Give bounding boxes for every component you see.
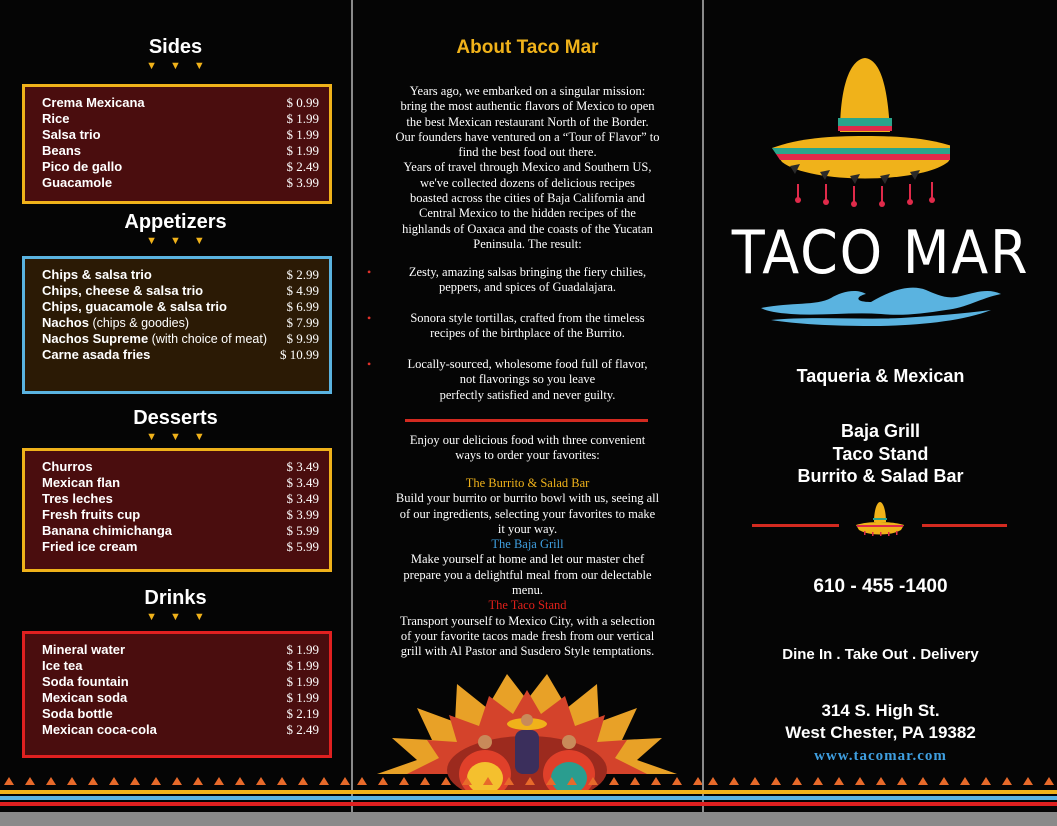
order-way-title: The Baja Grill	[491, 537, 564, 552]
menu-item-row	[42, 539, 319, 555]
triangle-mark	[855, 777, 865, 785]
triangle-mark	[609, 777, 619, 785]
menu-item-row	[42, 143, 319, 159]
triangle-mark	[130, 777, 140, 785]
text-line: perfectly satisfied and never guilty.	[439, 387, 616, 402]
triangle-mark	[918, 777, 928, 785]
menu-item-name: Beans	[42, 143, 82, 158]
menu-item-row	[42, 491, 319, 507]
menu-item-price: $ 1.99	[286, 127, 319, 142]
text-line: highlands of Oaxaca and the coasts of the Yucatan	[402, 221, 653, 236]
menu-item-price: $ 2.99	[286, 267, 319, 282]
menu-item-row	[42, 95, 319, 111]
menu-item-name: Mexican coca-cola	[42, 722, 157, 737]
triangle-mark	[420, 777, 430, 785]
menu-item-name: Churros	[42, 459, 93, 474]
drinks-list	[22, 631, 332, 758]
appetizers-title: Appetizers	[124, 211, 227, 233]
text-line: of our ingredients, selecting your favorites to make	[399, 506, 656, 521]
menu-panel	[0, 0, 351, 812]
menu-item-price: $ 2.19	[286, 706, 319, 721]
menu-item-name: Pico de gallo	[42, 159, 123, 174]
text-line: Peninsula. The result:	[473, 236, 582, 251]
menu-item-name: Nachos (chips & goodies)	[42, 315, 190, 330]
menu-item-name: Fresh fruits cup	[42, 507, 141, 522]
sides-list	[22, 84, 332, 204]
triangle-mark	[567, 777, 577, 785]
desserts-list	[22, 448, 332, 572]
menu-item-row	[42, 674, 319, 690]
menu-item-name: Crema Mexicana	[42, 95, 145, 110]
drinks-title: Drinks	[144, 587, 207, 609]
triangle-mark	[214, 777, 224, 785]
text-line: Transport yourself to Mexico City, with a selection	[400, 613, 655, 628]
text-line: we've collected dozens of delicious recipes	[419, 175, 635, 190]
menu-item-price: $ 1.99	[286, 690, 319, 705]
menu-item-row	[42, 507, 319, 523]
text-line: Taco Stand	[832, 443, 929, 464]
menu-item-price: $ 1.99	[286, 658, 319, 673]
triangle-mark	[340, 777, 350, 785]
triangle-mark	[771, 777, 781, 785]
triangle-mark	[25, 777, 35, 785]
triangle-mark	[939, 777, 949, 785]
order-way-title: The Taco Stand	[488, 598, 567, 613]
down-arrow-icon: ▼▼▼	[146, 611, 218, 623]
triangle-mark	[88, 777, 98, 785]
text-line: Our founders have ventured on a “Tour of Flavor” to	[395, 129, 660, 144]
menu-item-price: $ 2.49	[286, 159, 319, 174]
concept-list	[704, 420, 1057, 488]
divider	[752, 524, 839, 527]
text-line: ways to order your favorites:	[455, 448, 600, 463]
stripe-gold	[0, 790, 1057, 794]
text-line: Central Mexico to the hidden recipes of the	[419, 206, 636, 221]
menu-item-row	[42, 642, 319, 658]
about-panel	[353, 0, 702, 812]
text-line: Years ago, we embarked on a singular mission:	[409, 84, 646, 98]
triangle-mark	[277, 777, 287, 785]
menu-item-price: $ 1.99	[286, 642, 319, 657]
triangle-mark	[151, 777, 161, 785]
website-link[interactable]: www.tacomar.com	[814, 748, 947, 764]
triangle-mark	[46, 777, 56, 785]
triangle-mark	[4, 777, 14, 785]
triangle-mark	[256, 777, 266, 785]
triangle-border	[704, 776, 1057, 786]
divider	[405, 419, 648, 422]
menu-item-row	[42, 459, 319, 475]
triangle-mark	[588, 777, 598, 785]
wave-icon	[761, 280, 1001, 328]
menu-item-note: (with choice of meat)	[148, 332, 267, 346]
menu-item-name: Fried ice cream	[42, 539, 138, 554]
triangle-mark	[672, 777, 682, 785]
text-line: Sonora style tortillas, crafted from the timeless	[410, 311, 645, 325]
triangle-mark	[193, 777, 203, 785]
triangle-mark	[399, 777, 409, 785]
dancers-illustration	[353, 672, 702, 792]
text-line: recipes of the birthplace of the Burrito.	[430, 326, 625, 341]
menu-item-row	[42, 706, 319, 722]
text-line: Enjoy our delicious food with three convenient	[409, 433, 646, 447]
text-line: it your way.	[497, 521, 558, 536]
menu-item-name: Chips, guacamole & salsa trio	[42, 299, 227, 314]
text-line: Locally-sourced, wholesome food full of flavor,	[407, 357, 648, 371]
text-line: prepare you a delightful meal from our delectable	[403, 567, 652, 582]
sides-title: Sides	[148, 36, 203, 58]
menu-item-row	[42, 111, 319, 127]
triangle-mark	[525, 777, 535, 785]
menu-item-price: $ 2.49	[286, 722, 319, 737]
menu-item-price: $ 0.99	[286, 95, 319, 110]
menu-item-price: $ 7.99	[286, 315, 319, 330]
text-line: peppers, and spices of Guadalajara.	[438, 280, 616, 295]
menu-item-price: $ 1.99	[286, 143, 319, 158]
triangle-mark	[357, 777, 367, 785]
bullet-local	[367, 357, 688, 403]
text-line: Years of travel through Mexico and Southern US,	[403, 160, 652, 175]
menu-item-name: Banana chimichanga	[42, 523, 173, 538]
menu-item-price: $ 3.49	[286, 475, 319, 490]
menu-item-price: $ 9.99	[286, 331, 319, 346]
about-title: About Taco Mar	[456, 37, 599, 58]
menu-item-name: Rice	[42, 111, 70, 126]
triangle-mark	[441, 777, 451, 785]
menu-item-price: $ 3.49	[286, 491, 319, 506]
menu-item-row	[42, 299, 319, 315]
menu-item-price: $ 10.99	[280, 347, 319, 362]
triangle-mark	[483, 777, 493, 785]
triangle-mark	[708, 777, 718, 785]
text-line: boasted across the cities of Baja California and	[410, 191, 645, 206]
menu-item-row	[42, 283, 319, 299]
menu-item-name: Soda bottle	[42, 706, 113, 721]
triangle-mark	[298, 777, 308, 785]
menu-item-price: $ 1.99	[286, 111, 319, 126]
small-sombrero-icon	[856, 500, 904, 536]
triangle-mark	[504, 777, 514, 785]
triangle-mark	[109, 777, 119, 785]
address-city: West Chester, PA 19382	[785, 723, 976, 742]
triangle-mark	[693, 777, 702, 785]
logo-text: TACO MAR	[731, 218, 1030, 288]
menu-item-row	[42, 175, 319, 191]
bullet-icon: •	[367, 311, 372, 325]
menu-item-name: Salsa trio	[42, 127, 101, 142]
order-intro	[369, 433, 686, 464]
menu-item-row	[42, 658, 319, 674]
triangle-mark	[172, 777, 182, 785]
bullet-salsas	[367, 265, 688, 296]
text-line: menu.	[512, 583, 543, 598]
triangle-mark	[67, 777, 77, 785]
desserts-title: Desserts	[133, 407, 218, 429]
menu-item-price: $ 3.99	[286, 175, 319, 190]
triangle-mark	[378, 777, 388, 785]
menu-item-price: $ 3.49	[286, 459, 319, 474]
appetizers-list	[22, 256, 332, 394]
triangle-mark	[630, 777, 640, 785]
down-arrow-icon: ▼▼▼	[146, 431, 218, 443]
triangle-mark	[319, 777, 329, 785]
cover-panel	[704, 0, 1057, 812]
menu-item-row	[42, 690, 319, 706]
triangle-mark	[651, 777, 661, 785]
triangle-border	[353, 776, 702, 786]
menu-item-price: $ 5.99	[286, 523, 319, 538]
order-ways	[369, 476, 686, 660]
text-line: Baja Grill	[840, 421, 921, 441]
bullet-icon: •	[367, 357, 372, 371]
menu-item-price: $ 1.99	[286, 674, 319, 689]
text-line: bring the most authentic flavors of Mexico to open	[400, 99, 655, 114]
about-intro	[369, 84, 686, 252]
divider	[922, 524, 1007, 527]
menu-item-row	[42, 159, 319, 175]
triangle-mark	[813, 777, 823, 785]
address-street: 314 S. High St.	[821, 701, 940, 720]
triangle-mark	[235, 777, 245, 785]
down-arrow-icon: ▼▼▼	[146, 235, 218, 247]
triangle-mark	[729, 777, 739, 785]
menu-item-name: Chips, cheese & salsa trio	[42, 283, 204, 298]
stripe-red	[0, 802, 1057, 806]
menu-item-name: Guacamole	[42, 175, 113, 190]
triangle-mark	[876, 777, 886, 785]
menu-item-row	[42, 475, 319, 491]
service-options: Dine In . Take Out . Delivery	[782, 646, 979, 663]
triangle-mark	[750, 777, 760, 785]
menu-item-name: Mineral water	[42, 642, 126, 657]
text-line: not flavorings so you leave	[459, 372, 596, 387]
menu-item-note: (chips & goodies)	[88, 316, 190, 330]
order-way-title: The Burrito & Salad Bar	[465, 476, 590, 490]
triangle-mark	[1002, 777, 1012, 785]
text-line: Burrito & Salad Bar	[797, 466, 964, 486]
menu-item-name: Nachos Supreme (with choice of meat)	[42, 331, 267, 346]
triangle-mark	[462, 777, 472, 785]
text-line: Build your burrito or burrito bowl with us, seeing all	[395, 491, 660, 506]
menu-item-row	[42, 127, 319, 143]
bullet-icon: •	[367, 265, 372, 279]
menu-item-row	[42, 331, 319, 347]
bullet-tortillas	[367, 311, 688, 342]
menu-item-name: Mexican flan	[42, 475, 121, 490]
triangle-mark	[1023, 777, 1033, 785]
text-line: of your favorite tacos made fresh from our vertical	[400, 628, 655, 643]
triangle-border	[0, 776, 351, 786]
menu-item-row	[42, 523, 319, 539]
triangle-mark	[981, 777, 991, 785]
triangle-mark	[960, 777, 970, 785]
menu-item-row	[42, 347, 319, 363]
menu-item-row	[42, 722, 319, 738]
menu-item-row	[42, 267, 319, 283]
menu-item-name: Mexican soda	[42, 690, 128, 705]
triangle-mark	[834, 777, 844, 785]
menu-item-price: $ 4.99	[286, 283, 319, 298]
menu-item-price: $ 6.99	[286, 299, 319, 314]
phone-number[interactable]: 610 - 455 -1400	[813, 576, 948, 597]
text-line: Zesty, amazing salsas bringing the fiery chilies,	[408, 265, 647, 279]
menu-item-row	[42, 315, 319, 331]
menu-item-name: Carne asada fries	[42, 347, 151, 362]
menu-item-name: Ice tea	[42, 658, 83, 673]
text-line: the best Mexican restaurant North of the Border.	[406, 114, 649, 129]
menu-item-name: Tres leches	[42, 491, 113, 506]
menu-item-name: Chips & salsa trio	[42, 267, 152, 282]
text-line: grill with Al Pastor and Susdero Style temptations.	[400, 644, 655, 659]
tagline: Taqueria & Mexican	[796, 366, 965, 386]
menu-item-price: $ 3.99	[286, 507, 319, 522]
triangle-mark	[1044, 777, 1054, 785]
triangle-mark	[792, 777, 802, 785]
stripe-blue	[0, 796, 1057, 800]
sombrero-icon	[770, 52, 950, 212]
text-line: find the best food out there.	[458, 145, 597, 160]
triangle-mark	[897, 777, 907, 785]
down-arrow-icon: ▼▼▼	[146, 60, 218, 72]
menu-item-name: Soda fountain	[42, 674, 129, 689]
text-line: Make yourself at home and let our master chef	[410, 552, 645, 567]
menu-item-price: $ 5.99	[286, 539, 319, 554]
triangle-mark	[546, 777, 556, 785]
